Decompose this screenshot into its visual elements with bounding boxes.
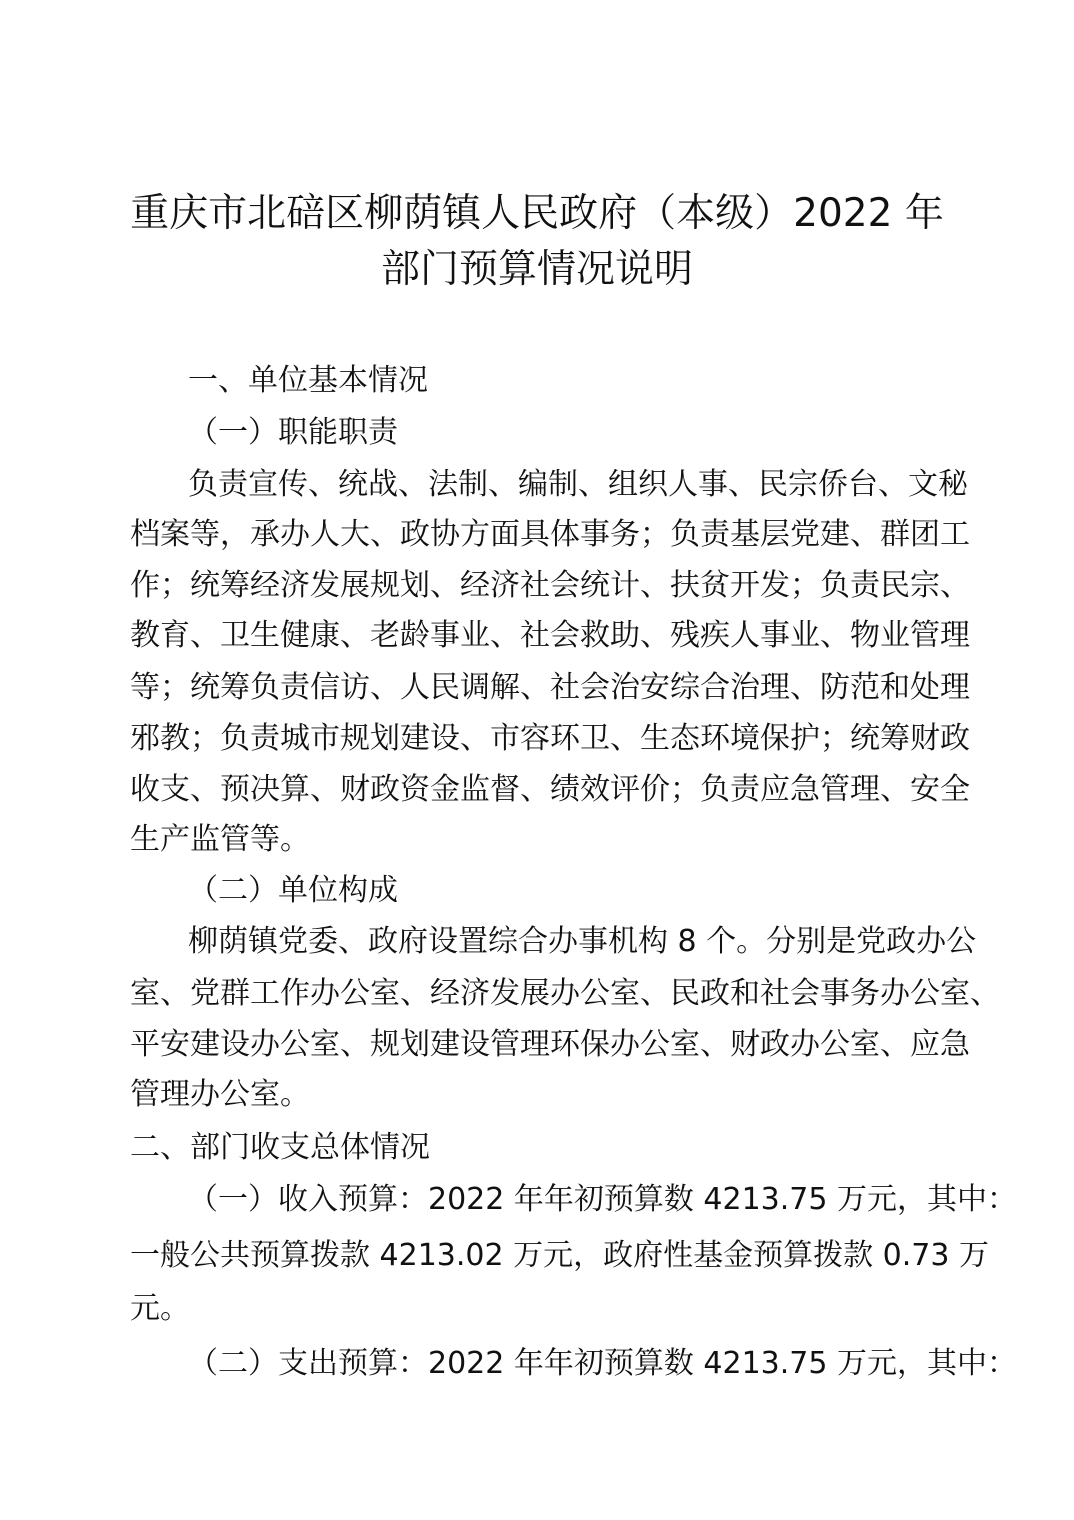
duties-paragraph-line: 生产监管等。	[130, 822, 310, 857]
income-paragraph-line: 一般公共预算拨款 4213.02 万元，政府性基金预算拨款 0.73 万	[130, 1238, 989, 1273]
subheading-composition: （二）单位构成	[188, 873, 398, 908]
section-heading-budget-overview: 二、部门收支总体情况	[130, 1130, 430, 1165]
income-paragraph-line: 元。	[130, 1291, 190, 1326]
document-title-line-2: 部门预算情况说明	[380, 247, 693, 292]
income-paragraph-line: （一）收入预算：2022 年年初预算数 4213.75 万元，其中：	[188, 1182, 1018, 1217]
duties-paragraph-line: 收支、预决算、财政资金监督、绩效评价；负责应急管理、安全	[130, 772, 970, 807]
section-heading-basic-info: 一、单位基本情况	[188, 363, 428, 398]
duties-paragraph-line: 教育、卫生健康、老龄事业、社会救助、残疾人事业、物业管理	[130, 618, 970, 653]
document-title-line-1: 重庆市北碚区柳荫镇人民政府（本级）2022 年	[130, 191, 944, 236]
composition-paragraph-line: 平安建设办公室、规划建设管理环保办公室、财政办公室、应急	[130, 1027, 970, 1062]
composition-paragraph-line: 室、党群工作办公室、经济发展办公室、民政和社会事务办公室、	[130, 976, 1000, 1011]
duties-paragraph-line: 作；统筹经济发展规划、经济社会统计、扶贫开发；负责民宗、	[130, 568, 970, 603]
composition-paragraph-line: 柳荫镇党委、政府设置综合办事机构 8 个。分别是党政办公	[188, 924, 977, 959]
expense-paragraph-line: （二）支出预算：2022 年年初预算数 4213.75 万元，其中：	[188, 1346, 1018, 1381]
duties-paragraph-line: 邪教；负责城市规划建设、市容环卫、生态环境保护；统筹财政	[130, 721, 970, 756]
composition-paragraph-line: 管理办公室。	[130, 1077, 310, 1112]
duties-paragraph-line: 档案等，承办人大、政协方面具体事务；负责基层党建、群团工	[130, 517, 970, 552]
subheading-duties: （一）职能职责	[188, 415, 398, 450]
duties-paragraph-line: 负责宣传、统战、法制、编制、组织人事、民宗侨台、文秘	[188, 467, 968, 502]
duties-paragraph-line: 等；统筹负责信访、人民调解、社会治安综合治理、防范和处理	[130, 670, 970, 705]
